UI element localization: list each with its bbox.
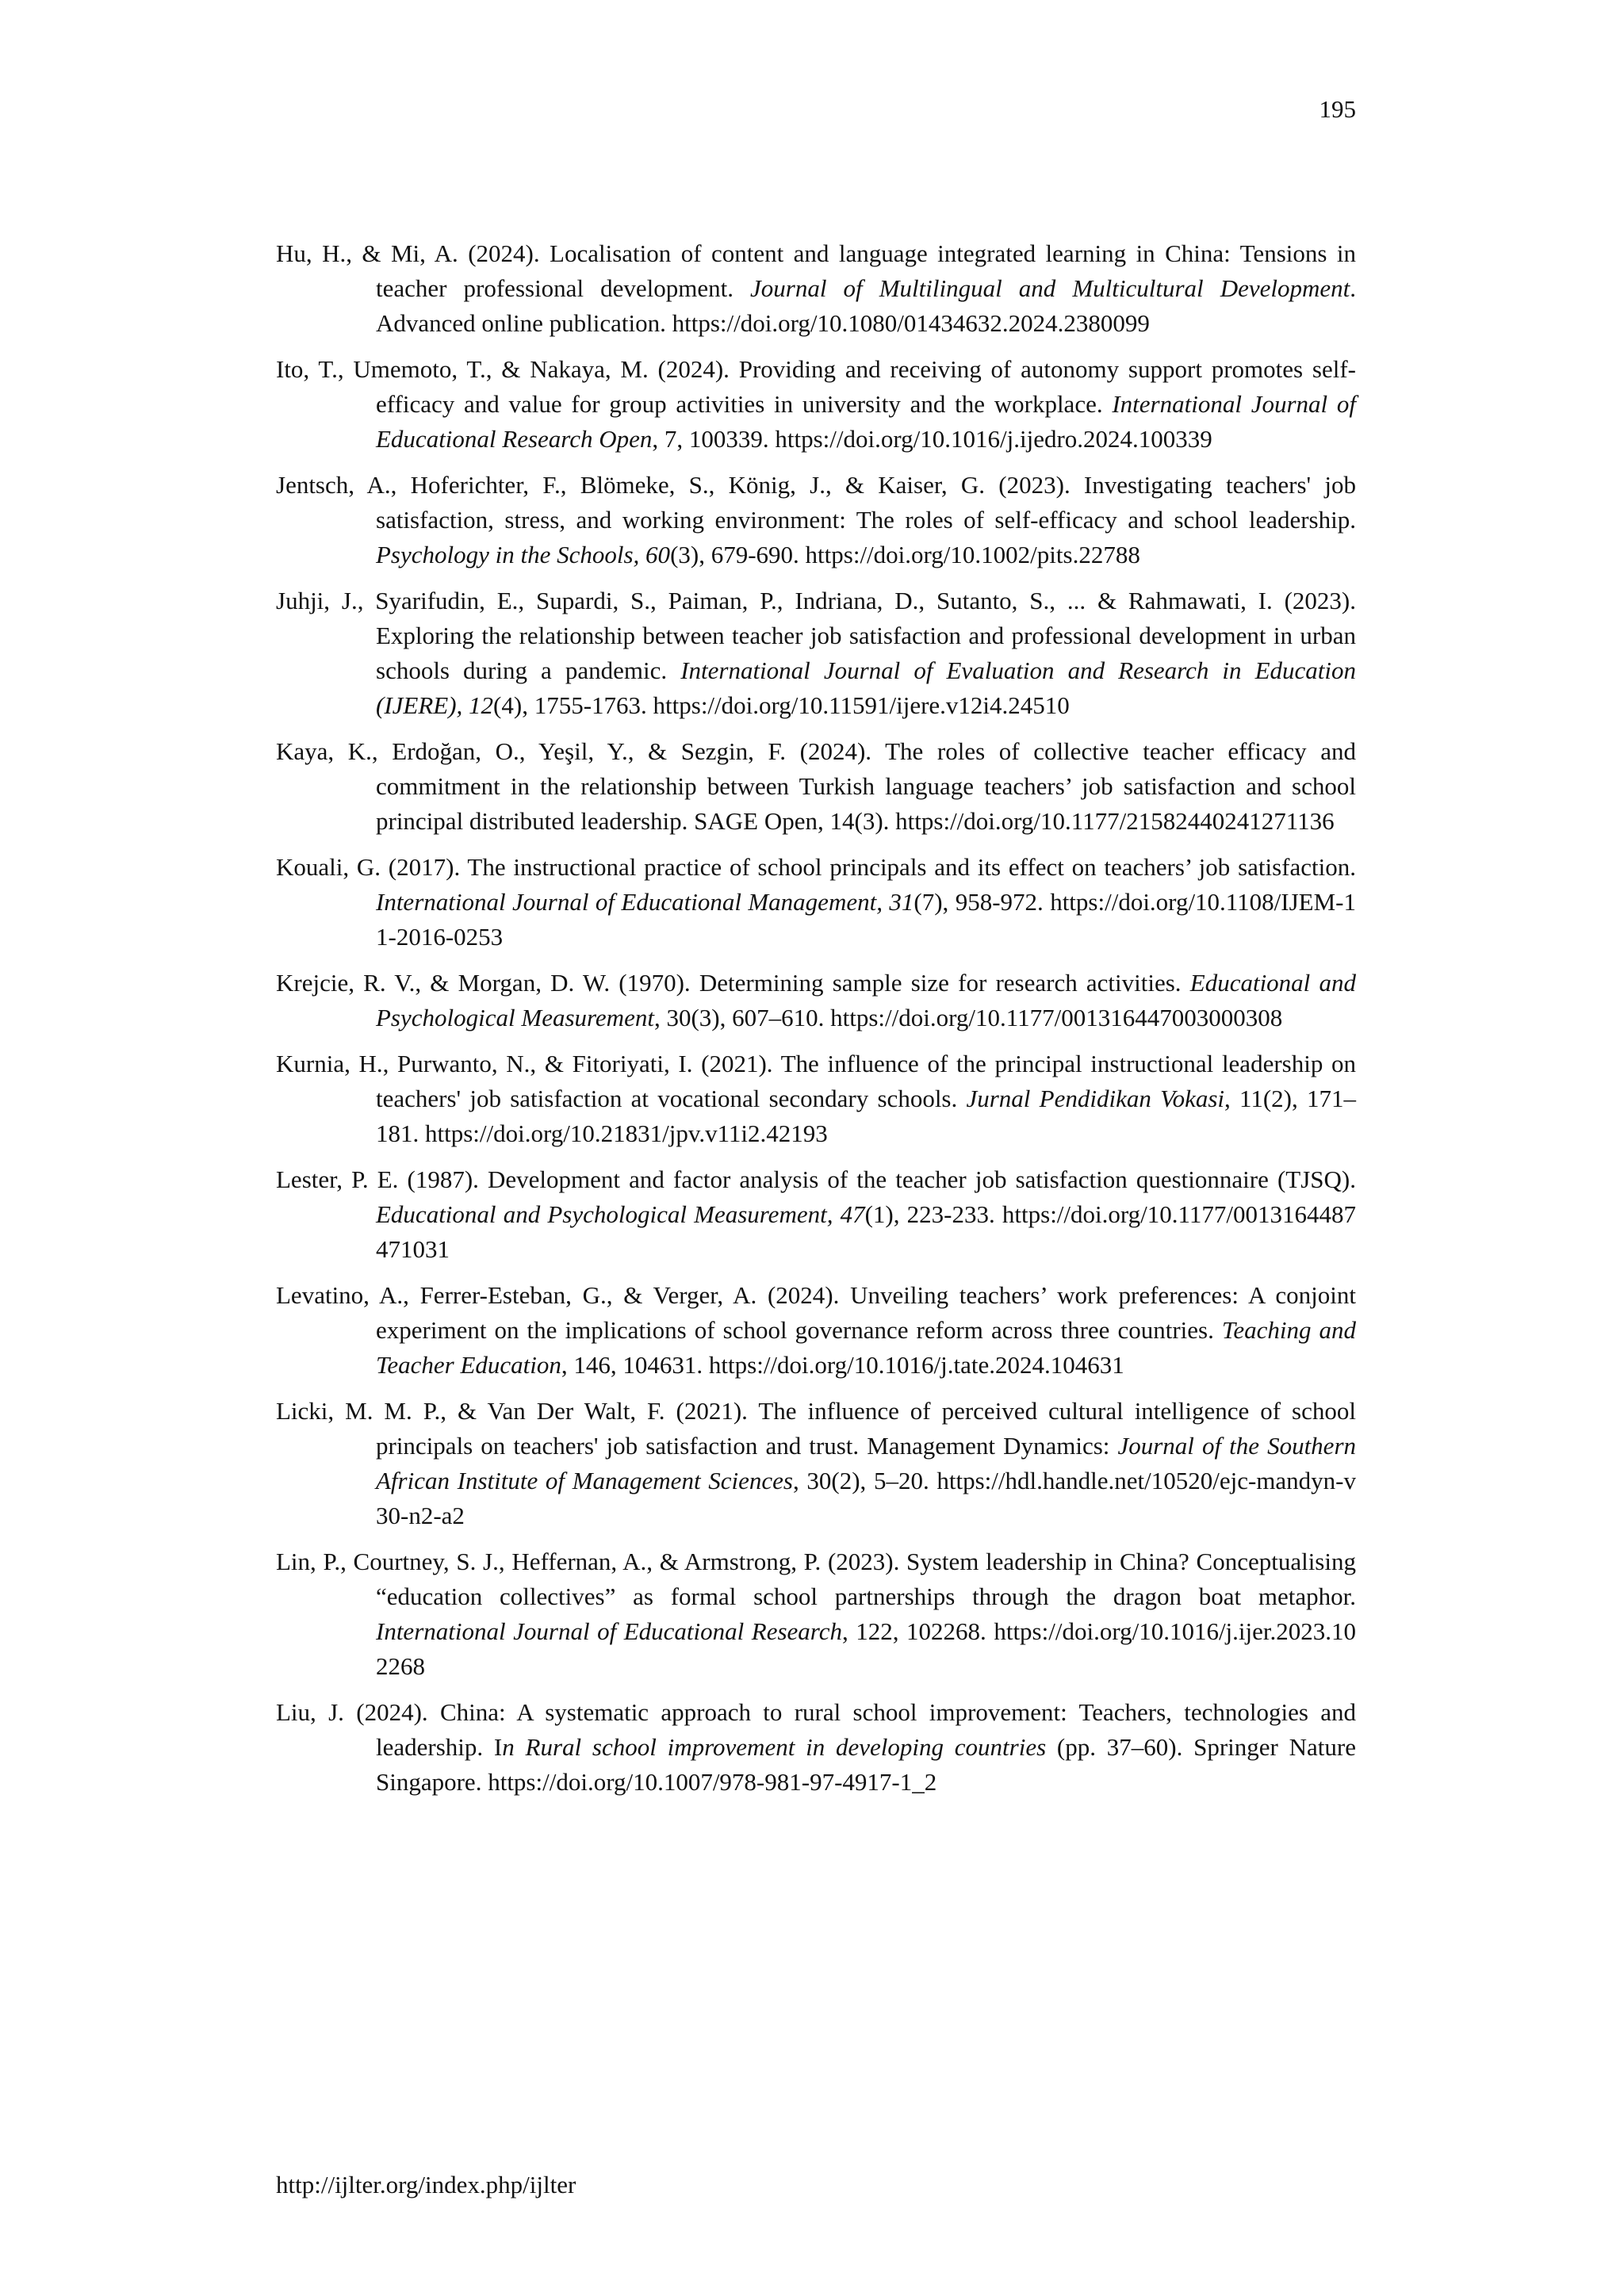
reference-source-title: International Journal of Educational Management, 31 [376,888,914,916]
reference-text: Jentsch, A., Hoferichter, F., Blömeke, S., König, J., & Kaiser, G. (2023). Investigating teachers' job satisfaction, stress, and working environment: The roles of self‐efficacy and school leadership. [276,471,1356,534]
reference-list [276,236,1356,1811]
reference-entry [276,1278,1356,1383]
reference-volume-pages: , 11(2), 171–181. [376,1085,1356,1147]
page-number: 195 [1319,95,1356,123]
reference-entry [276,850,1356,955]
reference-source-title: Journal of the Southern African Institute of Management Sciences [376,1432,1357,1494]
reference-volume-pages: , 30(2), 5–20. [792,1467,929,1494]
reference-source-title: Jurnal Pendidikan Vokasi [966,1085,1225,1112]
reference-volume-pages: (7), 958-972. [914,888,1044,916]
reference-source-title: Journal of Multilingual and Multicultural Development [750,274,1350,302]
reference-doi-link[interactable]: https://doi.org/10.11591/ijere.v12i4.24510 [653,691,1070,719]
reference-text: Kouali, G. (2017). The instructional practice of school principals and its effect on teachers’ job satisfaction. [276,853,1356,881]
reference-entry [276,468,1356,572]
reference-text: Lester, P. E. (1987). Development and factor analysis of the teacher job satisfaction questionnaire (TJSQ). [276,1165,1356,1193]
reference-text: Lin, P., Courtney, S. J., Heffernan, A., & Armstrong, P. (2023). System leadership in China? Conceptualising “education collectives” as formal school partnerships through the dragon boat metaphor. [276,1548,1356,1610]
reference-volume-pages: . Advanced online publication. [376,274,1356,337]
reference-source-title: Educational and Psychological Measurement [376,969,1356,1031]
reference-text: Hu, H., & Mi, A. (2024). Localisation of content and language integrated learning in China: Tensions in teacher professional development. [276,239,1356,302]
reference-text: Kaya, K., Erdoğan, O., Yeşil, Y., & Sezgin, F. (2024). The roles of collective teacher efficacy and commitment in the relationship between Turkish language teachers’ job satisfaction and school principal distributed leadership. SAGE Open, 14(3). [276,737,1356,835]
reference-entry [276,734,1356,839]
reference-volume-pages: (3), 679-690. [670,541,799,568]
reference-volume-pages: , 30(3), 607–610. [653,1004,825,1031]
reference-entry [276,236,1356,341]
reference-text: Kurnia, H., Purwanto, N., & Fitoriyati, I. (2021). The influence of the principal instructional leadership on teachers' job satisfaction at vocational secondary schools. [276,1050,1356,1112]
footer-url: http://ijlter.org/index.php/ijlter [276,2171,576,2198]
reference-volume-pages: (4), 1755-1763. [493,691,647,719]
reference-source-title: Teaching and Teacher Education [376,1316,1357,1379]
reference-doi-link[interactable]: https://doi.org/10.1080/01434632.2024.2380099 [672,309,1150,337]
reference-entry [276,1047,1356,1151]
reference-volume-pages: , 122, 102268. [841,1617,986,1645]
reference-volume-pages: , 7, 100339. [652,425,769,453]
reference-entry [276,352,1356,457]
reference-doi-link[interactable]: https://doi.org/10.1177/001316447003000308 [830,1004,1283,1031]
reference-doi-link[interactable]: https://doi.org/10.21831/jpv.v11i2.42193 [425,1119,828,1147]
reference-doi-link[interactable]: https://doi.org/10.1108/IJEM-11-2016-0253 [376,888,1356,951]
reference-text: Juhji, J., Syarifudin, E., Supardi, S., Paiman, P., Indriana, D., Sutanto, S., ... & Rahmawati, I. (2023). Exploring the relationship between teacher job satisfaction and professional development in urban schools during a pandemic. [276,587,1356,684]
reference-source-title: n Rural school improvement in developing countries [502,1733,1047,1761]
reference-text: Liu, J. (2024). China: A systematic approach to rural school improvement: Teachers, technologies and leadership. I [276,1698,1356,1761]
reference-source-title: International Journal of Educational Research [376,1617,842,1645]
reference-source-title: International Journal of Educational Research Open [376,390,1356,453]
reference-doi-link[interactable]: https://doi.org/10.1177/0013164487471031 [376,1200,1356,1263]
reference-doi-link[interactable]: https://doi.org/10.1002/pits.22788 [805,541,1140,568]
reference-volume-pages: (pp. 37–60). Springer Nature Singapore. [376,1733,1356,1796]
reference-entry [276,584,1356,723]
reference-entry [276,1695,1356,1800]
reference-doi-link[interactable]: https://doi.org/10.1016/j.ijedro.2024.100339 [775,425,1212,453]
reference-entry [276,1162,1356,1267]
reference-text: Krejcie, R. V., & Morgan, D. W. (1970). Determining sample size for research activities. [276,969,1190,997]
reference-entry [276,966,1356,1035]
reference-text: Ito, T., Umemoto, T., & Nakaya, M. (2024). Providing and receiving of autonomy support promotes self-efficacy and value for group activities in university and the workplace. [276,355,1356,418]
reference-source-title: Psychology in the Schools, 60 [376,541,671,568]
reference-volume-pages: , 146, 104631. [561,1351,703,1379]
reference-source-title: Educational and Psychological Measurement, 47 [376,1200,865,1228]
reference-entry [276,1394,1356,1533]
reference-source-title: International Journal of Evaluation and Research in Education (IJERE), 12 [376,656,1357,719]
reference-doi-link[interactable]: https://doi.org/10.1177/21582440241271136 [895,807,1335,835]
reference-doi-link[interactable]: https://doi.org/10.1007/978-981-97-4917-1_2 [488,1768,937,1796]
reference-doi-link[interactable]: https://doi.org/10.1016/j.ijer.2023.102268 [376,1617,1357,1680]
reference-text: Licki, M. M. P., & Van Der Walt, F. (2021). The influence of perceived cultural intelligence of school principals on teachers' job satisfaction and trust. Management Dynamics: [276,1397,1356,1460]
reference-doi-link[interactable]: https://doi.org/10.1016/j.tate.2024.104631 [708,1351,1124,1379]
reference-entry [276,1544,1356,1684]
reference-volume-pages: (1), 223-233. [864,1200,995,1228]
reference-text: Levatino, A., Ferrer-Esteban, G., & Verger, A. (2024). Unveiling teachers’ work preferences: A conjoint experiment on the implications of school governance reform across three countries. [276,1281,1356,1344]
reference-doi-link[interactable]: https://hdl.handle.net/10520/ejc-mandyn-v30-n2-a2 [376,1467,1356,1529]
